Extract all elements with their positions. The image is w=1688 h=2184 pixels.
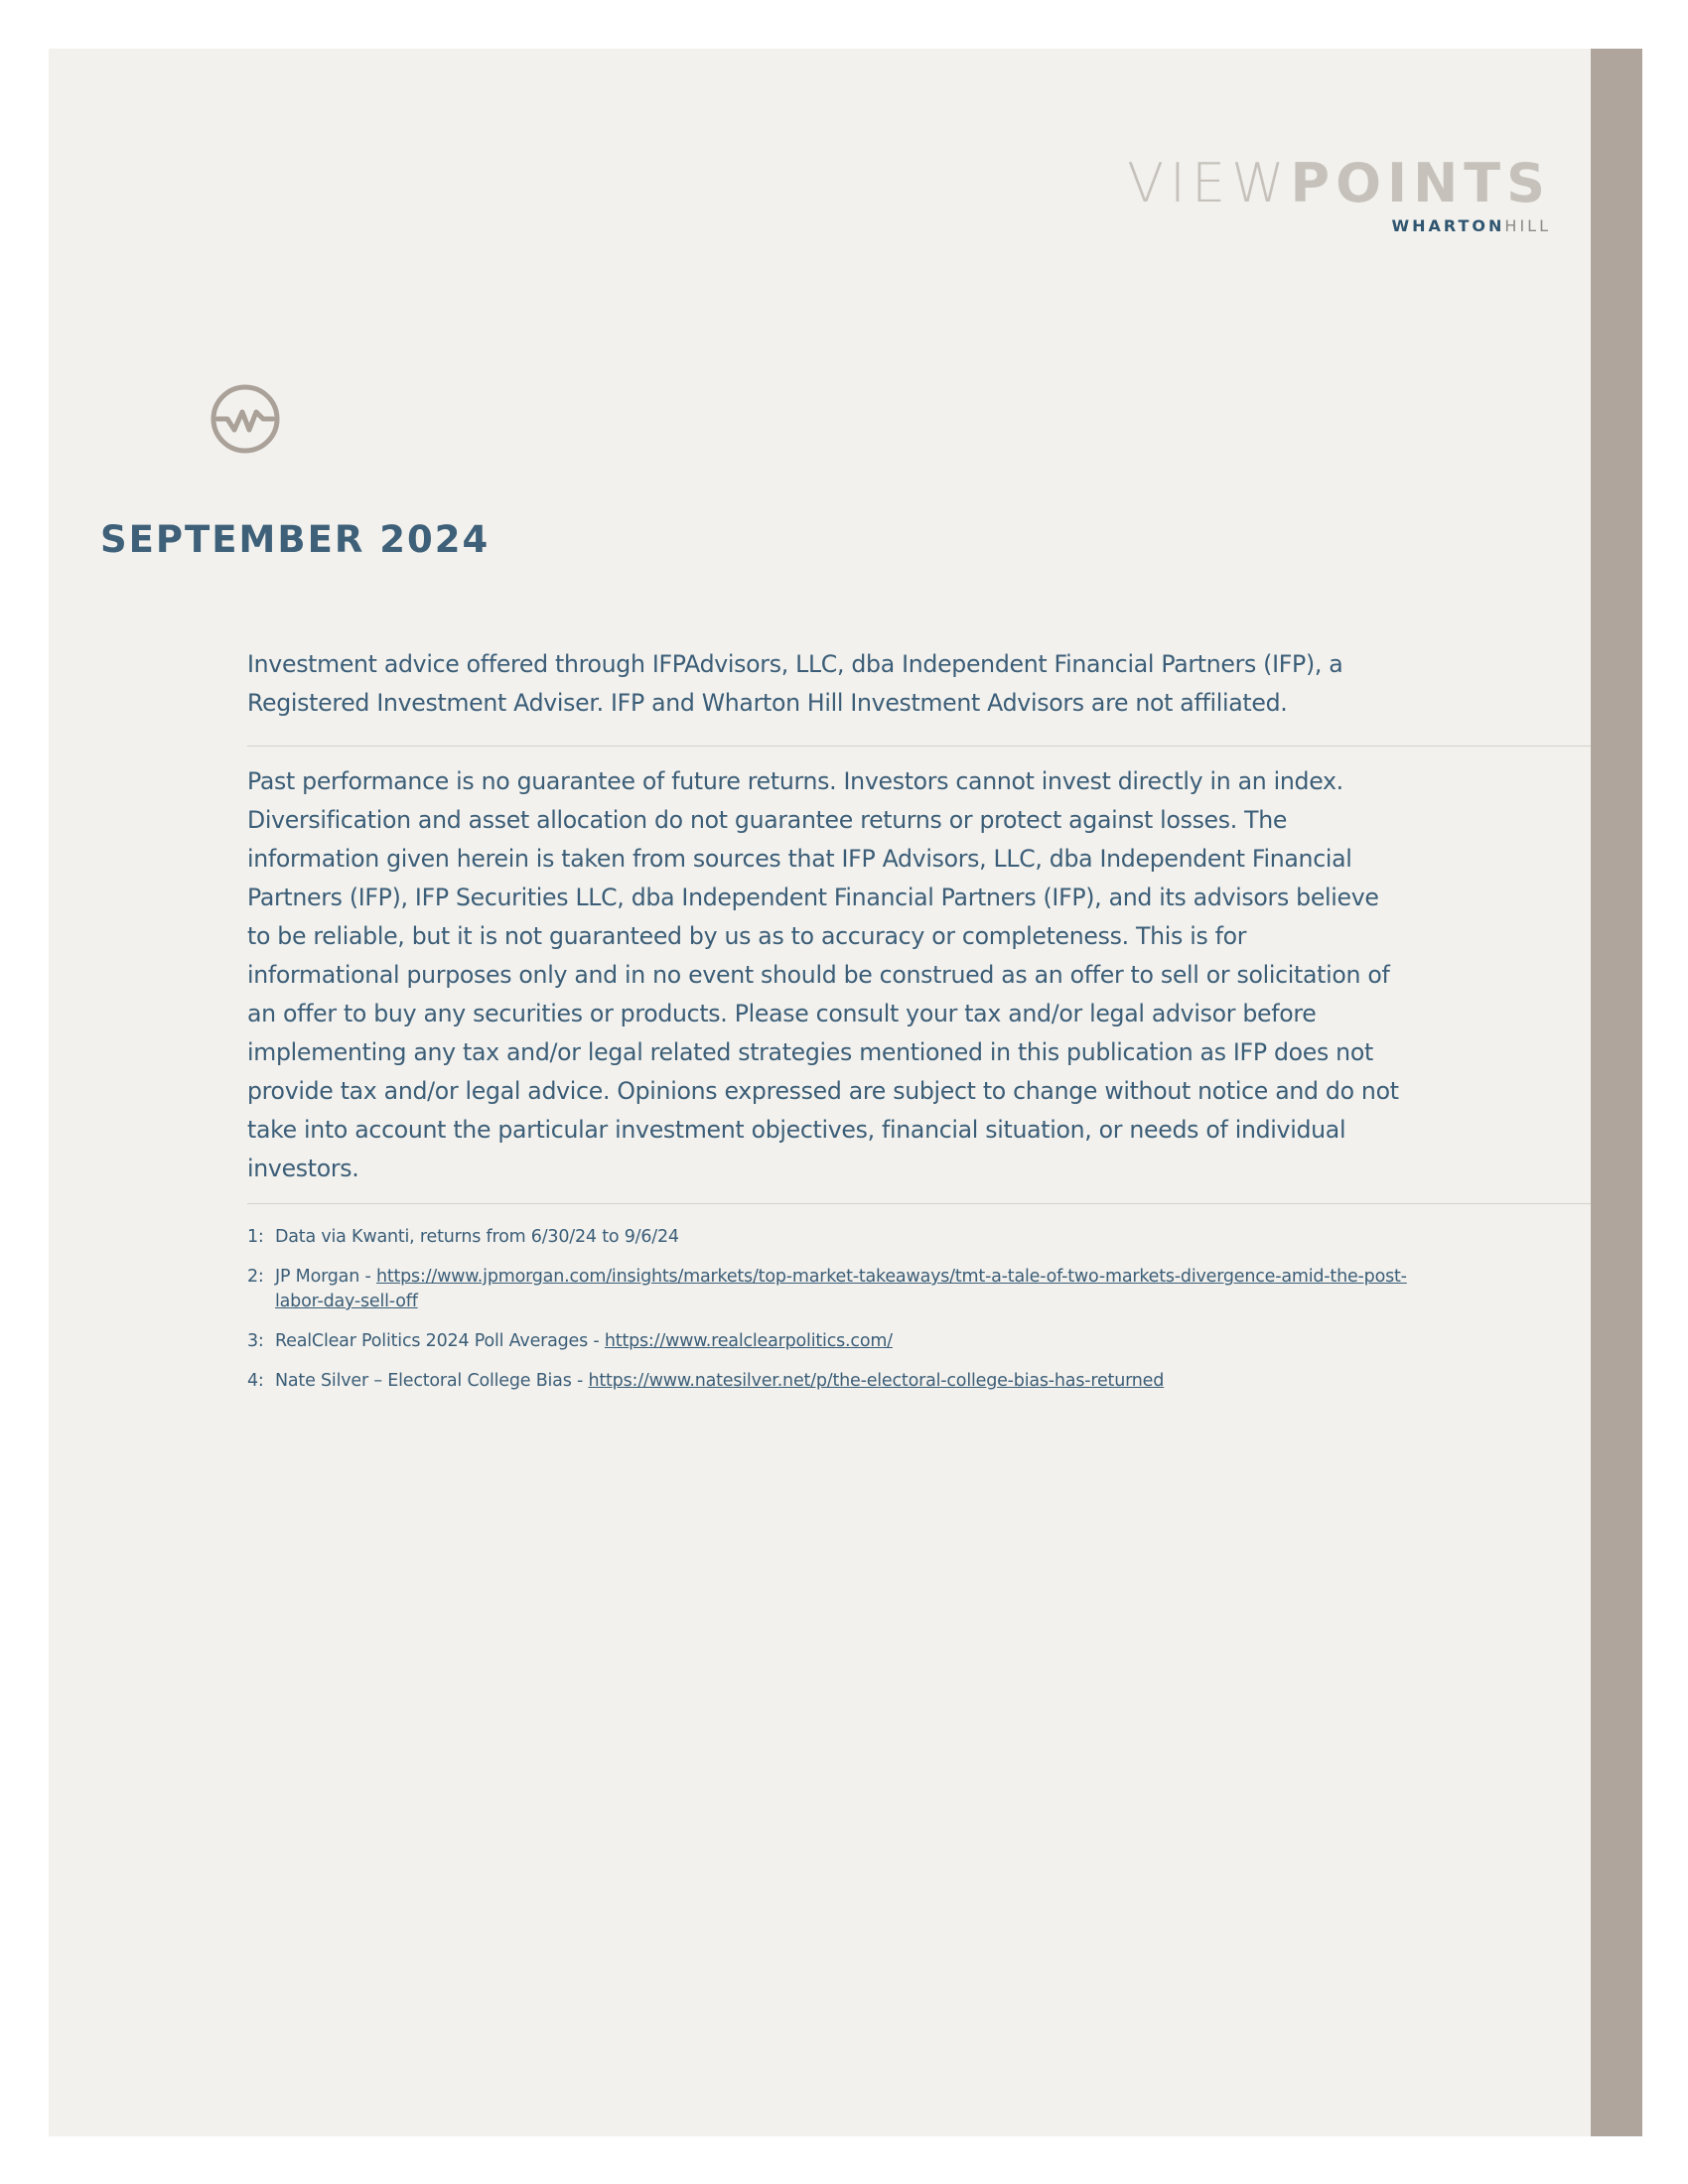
disclaimer-block xyxy=(247,762,1399,1188)
brand-hill-text: HILL xyxy=(1504,216,1551,235)
footnote xyxy=(247,1329,1439,1354)
brand-title xyxy=(1127,152,1551,214)
footnote-number: 4: xyxy=(247,1371,264,1391)
footnote-link[interactable]: https://www.jpmorgan.com/insights/markets/top-market-takeaways/tmt-a-tale-of-two-markets-divergence-amid-the-post-labor-day-sell-off xyxy=(275,1267,1407,1311)
brand-points-text: POINTS xyxy=(1290,152,1551,214)
footnote xyxy=(247,1265,1439,1314)
divider-bottom xyxy=(247,1203,1591,1204)
footnote-text: RealClear Politics 2024 Poll Averages - xyxy=(275,1331,605,1351)
footnote-number: 3: xyxy=(247,1331,264,1351)
footnotes-list xyxy=(247,1225,1439,1409)
footnote xyxy=(247,1225,1439,1250)
advisory-statement xyxy=(247,645,1399,723)
brand-view-text: VIEW xyxy=(1127,152,1291,214)
w-circle-icon xyxy=(209,382,282,456)
brand-subtitle xyxy=(1127,216,1551,235)
disclaimer-text: Past performance is no guarantee of future returns. Investors cannot invest directly in an index. Diversification and asset allocation do not guarantee returns or protect against losses. The information given herein is taken from sources that IFP Advisors, LLC, dba Independent Financial Partners (IFP), IFP Securities LLC, dba Independent Financial Partners (IFP), and its advisors believe to be reliable, but it is not guaranteed by us as to accuracy or completeness. This is for informational purposes only and in no event should be construed as an offer to sell or solicitation of an offer to buy any securities or products. Please consult your tax and/or legal advisor before implementing any tax and/or legal related strategies mentioned in this publication as IFP does not provide tax and/or legal advice. Opinions expressed are subject to change without notice and do not take into account the particular investment objectives, financial situation, or needs of individual investors. xyxy=(247,767,1399,1182)
footnote-number: 1: xyxy=(247,1227,264,1247)
divider-top xyxy=(247,746,1591,747)
footnote xyxy=(247,1369,1439,1394)
footnote-text: Nate Silver – Electoral College Bias - xyxy=(275,1371,589,1391)
footnote-link[interactable]: https://www.natesilver.net/p/the-electoral-college-bias-has-returned xyxy=(588,1371,1165,1391)
brand-wharton-text: WHARTON xyxy=(1391,216,1505,235)
footnote-text: Data via Kwanti, returns from 6/30/24 to 9/6/24 xyxy=(275,1227,679,1247)
viewpoints-logo xyxy=(1127,152,1551,235)
date-heading: SEPTEMBER 2024 xyxy=(100,518,491,561)
footnote-body xyxy=(275,1329,1439,1354)
footnote-link[interactable]: https://www.realclearpolitics.com/ xyxy=(604,1331,893,1351)
footnote-text: JP Morgan - xyxy=(275,1267,376,1287)
footnote-body xyxy=(275,1369,1439,1394)
footnote-body xyxy=(275,1265,1439,1314)
side-accent-bar xyxy=(1591,49,1642,2136)
advisory-text: Investment advice offered through IFPAdvisors, LLC, dba Independent Financial Partners (IFP), a Registered Investment Adviser. IFP and Wharton Hill Investment Advisors are not affiliated. xyxy=(247,650,1343,717)
footnote-number: 2: xyxy=(247,1267,264,1287)
